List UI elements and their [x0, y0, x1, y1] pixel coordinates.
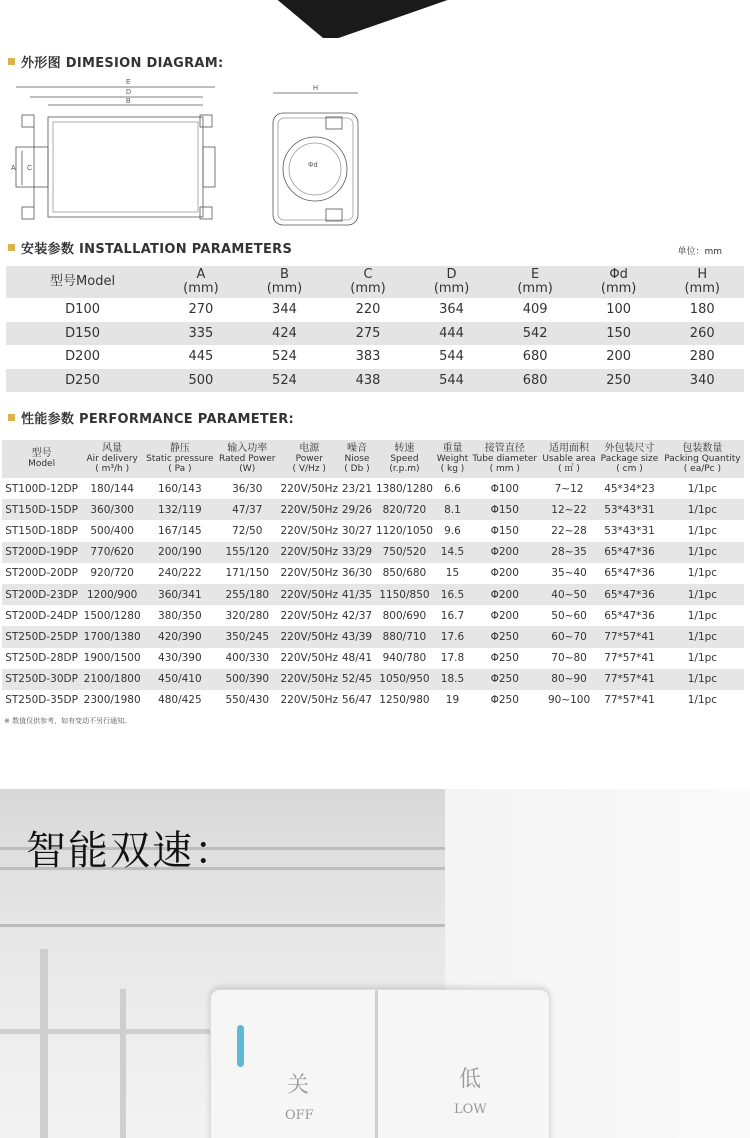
- table-cell: 220V/50Hz: [278, 542, 341, 563]
- table-cell: 1250/980: [379, 694, 430, 707]
- table-cell: 275: [326, 322, 410, 346]
- table-cell: 220V/50Hz: [278, 584, 341, 605]
- table-cell: 220V/50Hz: [280, 694, 338, 707]
- table-row: [2, 669, 744, 690]
- dimension-section-title: 外形图 DIMESION DIAGRAM:: [8, 52, 224, 71]
- dim-label-h: H: [313, 85, 319, 92]
- table-cell: 43/39: [341, 626, 374, 647]
- table-cell: 1/1pc: [687, 609, 718, 622]
- table-cell: 1150/850: [373, 584, 435, 605]
- table-cell: 220V/50Hz: [280, 482, 338, 495]
- table-cell: 77*57*41: [604, 694, 655, 707]
- table-cell: 800/690: [382, 609, 427, 622]
- table-cell: 77*57*41: [604, 652, 655, 665]
- table-cell: 450/410: [143, 669, 216, 690]
- header-cell: 转速 Speed (r.p.m): [373, 440, 435, 478]
- dim-label-c: C: [27, 165, 33, 172]
- table-cell: 750/520: [373, 542, 435, 563]
- header-cell: B (mm): [243, 266, 327, 298]
- table-cell: 335: [159, 322, 243, 346]
- table-cell: 424: [243, 322, 327, 346]
- table-cell: 22~28: [551, 524, 587, 537]
- table-cell: 500/400: [90, 524, 134, 537]
- wall-switch: [210, 989, 550, 1138]
- table-cell: 12~22: [540, 499, 598, 520]
- table-cell: 29/26: [341, 499, 374, 520]
- table-cell: 400/330: [225, 652, 270, 665]
- table-cell: 1/1pc: [661, 669, 744, 690]
- table-cell: 18.5: [435, 669, 469, 690]
- table-header-row: [2, 440, 744, 478]
- table-cell: 820/720: [373, 499, 435, 520]
- table-cell: 17.6: [435, 626, 469, 647]
- table-cell: Φ250: [490, 694, 519, 707]
- table-cell: 1/1pc: [661, 584, 744, 605]
- table-cell: ST200D-23DP: [2, 584, 81, 605]
- table-cell: 160/143: [158, 482, 202, 495]
- header-cell: 静压 Static pressure ( Pa ): [143, 440, 216, 478]
- table-cell: 1/1pc: [687, 524, 718, 537]
- table-cell: Φ250: [470, 626, 540, 647]
- low-key-en: LOW: [454, 1102, 487, 1117]
- installation-section-title: 安装参数 INSTALLATION PARAMETERS: [8, 238, 292, 257]
- table-cell: 240/222: [158, 567, 202, 580]
- table-cell: 132/119: [143, 499, 216, 520]
- table-cell: 2100/1800: [81, 669, 143, 690]
- table-cell: 77*57*41: [598, 669, 661, 690]
- table-cell: 50~60: [551, 609, 587, 622]
- table-row: [2, 520, 744, 541]
- table-cell: 260: [660, 322, 744, 346]
- off-key-cn: 关: [287, 1073, 310, 1098]
- table-cell: 41/35: [341, 584, 374, 605]
- table-cell: 52/45: [341, 669, 374, 690]
- table-header-row: [6, 266, 744, 298]
- table-row: [2, 563, 744, 584]
- product-photo-top: [0, 0, 750, 38]
- table-cell: 36/30: [341, 567, 373, 580]
- indicator-led-icon: [237, 1025, 244, 1067]
- table-cell: Φ150: [470, 499, 540, 520]
- table-row: [2, 690, 744, 711]
- table-cell: 23/21: [341, 482, 373, 495]
- table-cell: 45*34*23: [604, 482, 655, 495]
- table-cell: 56/47: [341, 694, 373, 707]
- table-cell: 409: [522, 302, 548, 318]
- table-cell: 380/350: [158, 609, 202, 622]
- table-cell: 80~90: [540, 669, 598, 690]
- table-cell: D200: [65, 349, 100, 365]
- table-cell: 155/120: [217, 542, 278, 563]
- table-cell: 1/1pc: [687, 652, 718, 665]
- table-cell: 920/720: [90, 567, 134, 580]
- table-row: [2, 626, 744, 647]
- table-cell: ST200D-20DP: [5, 567, 78, 580]
- table-cell: 48/41: [341, 652, 373, 665]
- header-cell: 外包装尺寸 Package size ( cm ): [598, 440, 661, 478]
- dim-label-e: E: [126, 79, 131, 86]
- table-cell: ST250D-28DP: [5, 652, 78, 665]
- table-cell: 53*43*31: [604, 524, 655, 537]
- table-cell: 524: [272, 349, 297, 365]
- table-cell: 360/341: [143, 584, 216, 605]
- bullet-square-icon: [8, 244, 15, 251]
- header-cell: 输入功率 Rated Power (W): [217, 440, 278, 478]
- table-cell: 65*47*36: [604, 609, 655, 622]
- header-cell: 接管直径 Tube diameter ( mm ): [470, 440, 540, 478]
- table-cell: 880/710: [373, 626, 435, 647]
- table-cell: 35~40: [551, 567, 587, 580]
- table-cell: 70~80: [551, 652, 587, 665]
- table-cell: 167/145: [158, 524, 202, 537]
- table-cell: 220V/50Hz: [280, 652, 338, 665]
- table-cell: 16.7: [440, 609, 465, 622]
- table-cell: 280: [689, 349, 715, 365]
- table-row: [2, 605, 744, 626]
- table-cell: 1200/900: [81, 584, 143, 605]
- table-cell: 1/1pc: [661, 626, 744, 647]
- header-cell: C (mm): [326, 266, 410, 298]
- table-row: [6, 298, 744, 322]
- table-cell: Φ200: [470, 542, 540, 563]
- switch-photo: [0, 789, 750, 1138]
- header-cell: 噪音 Niose ( Db ): [341, 440, 374, 478]
- table-cell: Φ200: [490, 609, 519, 622]
- table-row: [6, 369, 744, 393]
- table-row: [6, 345, 744, 369]
- table-row: [6, 322, 744, 346]
- table-cell: 350/245: [217, 626, 278, 647]
- table-cell: 36/30: [232, 482, 263, 495]
- table-cell: 65*47*36: [598, 542, 661, 563]
- table-cell: 72/50: [232, 524, 263, 537]
- header-cell: Φd (mm): [577, 266, 661, 298]
- table-row: [2, 478, 744, 499]
- table-cell: Φ250: [490, 652, 519, 665]
- header-cell: 风量 Air delivery ( m³/h ): [81, 440, 143, 478]
- table-cell: 344: [272, 302, 297, 318]
- table-cell: ST250D-35DP: [5, 694, 78, 707]
- table-cell: 1/1pc: [687, 482, 718, 495]
- table-cell: 524: [243, 369, 327, 393]
- table-cell: 850/680: [382, 567, 427, 580]
- header-cell: 电源 Power ( V/Hz ): [278, 440, 341, 478]
- table-cell: 220V/50Hz: [278, 499, 341, 520]
- table-cell: ST100D-12DP: [5, 482, 78, 495]
- table-cell: 550/430: [225, 694, 270, 707]
- table-cell: Φ100: [490, 482, 519, 495]
- table-cell: Φ150: [490, 524, 519, 537]
- table-cell: 47/37: [217, 499, 278, 520]
- table-cell: 383: [355, 349, 381, 365]
- table-cell: 200/190: [143, 542, 216, 563]
- table-cell: 9.6: [444, 524, 461, 537]
- table-cell: 1050/950: [373, 669, 435, 690]
- dimension-diagram: [8, 75, 378, 230]
- table-cell: 1/1pc: [687, 567, 718, 580]
- header-cell: 重量 Weight ( kg ): [435, 440, 469, 478]
- table-cell: 180: [689, 302, 715, 318]
- table-cell: 30/27: [341, 524, 373, 537]
- table-cell: 14.5: [435, 542, 469, 563]
- performance-section-title: 性能参数 PERFORMANCE PARAMETER:: [8, 408, 294, 427]
- footnote: ※ 数值仅供参考，如有变动不另行通知。: [4, 717, 132, 725]
- table-cell: ST150D-18DP: [5, 524, 78, 537]
- table-cell: 340: [660, 369, 744, 393]
- table-cell: 60~70: [540, 626, 598, 647]
- table-cell: 542: [493, 322, 577, 346]
- table-cell: 1120/1050: [375, 524, 433, 537]
- table-cell: 220V/50Hz: [278, 669, 341, 690]
- table-cell: 16.5: [435, 584, 469, 605]
- table-cell: D150: [6, 322, 159, 346]
- dim-label-d-diameter: Φd: [308, 162, 318, 169]
- table-cell: 150: [577, 322, 661, 346]
- table-cell: 364: [439, 302, 464, 318]
- table-cell: D250: [6, 369, 159, 393]
- table-cell: 220: [355, 302, 381, 318]
- header-cell: 型号 Model: [2, 440, 81, 478]
- table-cell: 420/390: [143, 626, 216, 647]
- table-cell: 42/37: [341, 609, 373, 622]
- table-cell: 200: [606, 349, 632, 365]
- table-cell: 445: [188, 349, 214, 365]
- table-cell: 220V/50Hz: [280, 567, 338, 580]
- header-cell: D (mm): [410, 266, 494, 298]
- table-cell: 500/390: [217, 669, 278, 690]
- table-row: [2, 584, 744, 605]
- table-cell: 1/1pc: [661, 499, 744, 520]
- table-cell: 65*47*36: [598, 584, 661, 605]
- table-cell: 320/280: [225, 609, 270, 622]
- table-cell: 19: [445, 694, 460, 707]
- table-cell: 2300/1980: [83, 694, 141, 707]
- table-cell: 1500/1280: [83, 609, 141, 622]
- table-cell: 500: [159, 369, 243, 393]
- dim-label-d: D: [126, 89, 132, 96]
- table-cell: 250: [577, 369, 661, 393]
- table-cell: D100: [65, 302, 100, 318]
- feature-heading: 智能双速：: [26, 828, 236, 874]
- table-cell: 1380/1280: [375, 482, 433, 495]
- header-cell: E (mm): [493, 266, 577, 298]
- unit-label: 单位：mm: [677, 247, 722, 257]
- table-cell: ST200D-19DP: [2, 542, 81, 563]
- table-cell: 7~12: [554, 482, 584, 495]
- table-row: [2, 542, 744, 563]
- table-cell: 1/1pc: [687, 694, 718, 707]
- table-cell: 444: [410, 322, 494, 346]
- header-cell: 型号Model: [6, 266, 159, 298]
- table-cell: 17.8: [440, 652, 465, 665]
- table-cell: 1900/1500: [83, 652, 141, 665]
- table-cell: 360/300: [81, 499, 143, 520]
- table-cell: 100: [606, 302, 632, 318]
- table-cell: 680: [522, 349, 548, 365]
- table-cell: 220V/50Hz: [280, 609, 338, 622]
- table-cell: 480/425: [158, 694, 202, 707]
- table-cell: 680: [493, 369, 577, 393]
- table-row: [2, 499, 744, 520]
- table-cell: ST150D-15DP: [2, 499, 81, 520]
- bullet-square-icon: [8, 414, 15, 421]
- table-cell: 90~100: [547, 694, 591, 707]
- header-cell: H (mm): [660, 266, 744, 298]
- table-cell: 940/780: [382, 652, 427, 665]
- table-cell: ST250D-30DP: [2, 669, 81, 690]
- table-cell: 53*43*31: [598, 499, 661, 520]
- table-cell: 430/390: [158, 652, 202, 665]
- installation-table: [6, 266, 744, 392]
- header-cell: 包装数量 Packing Quantity ( ea/Pc ): [661, 440, 744, 478]
- table-cell: 15: [445, 567, 460, 580]
- bullet-square-icon: [8, 58, 15, 65]
- table-cell: 33/29: [341, 542, 374, 563]
- table-row: [2, 648, 744, 669]
- table-cell: 1700/1380: [81, 626, 143, 647]
- table-cell: 255/180: [217, 584, 278, 605]
- table-cell: 65*47*36: [604, 567, 655, 580]
- table-cell: 28~35: [540, 542, 598, 563]
- table-cell: 544: [439, 349, 464, 365]
- table-cell: Φ200: [470, 584, 540, 605]
- table-cell: 544: [410, 369, 494, 393]
- table-cell: 1/1pc: [661, 542, 744, 563]
- table-cell: 40~50: [540, 584, 598, 605]
- table-cell: Φ250: [470, 669, 540, 690]
- table-cell: 77*57*41: [598, 626, 661, 647]
- table-cell: Φ200: [490, 567, 519, 580]
- dim-label-a: A: [11, 165, 16, 172]
- table-cell: ST200D-24DP: [5, 609, 78, 622]
- table-cell: 220V/50Hz: [280, 524, 338, 537]
- performance-table: [2, 440, 744, 711]
- off-key-en: OFF: [285, 1108, 314, 1123]
- low-key-cn: 低: [459, 1067, 482, 1092]
- table-cell: 438: [326, 369, 410, 393]
- table-cell: 770/620: [81, 542, 143, 563]
- header-cell: 适用面积 Usable area ( ㎡ ): [540, 440, 598, 478]
- table-cell: 220V/50Hz: [278, 626, 341, 647]
- table-cell: 270: [188, 302, 214, 318]
- table-cell: 180/144: [90, 482, 134, 495]
- header-cell: A (mm): [159, 266, 243, 298]
- table-cell: 171/150: [225, 567, 270, 580]
- table-cell: 6.6: [444, 482, 461, 495]
- table-cell: ST250D-25DP: [2, 626, 81, 647]
- dim-label-b: B: [126, 98, 131, 105]
- table-cell: 8.1: [435, 499, 469, 520]
